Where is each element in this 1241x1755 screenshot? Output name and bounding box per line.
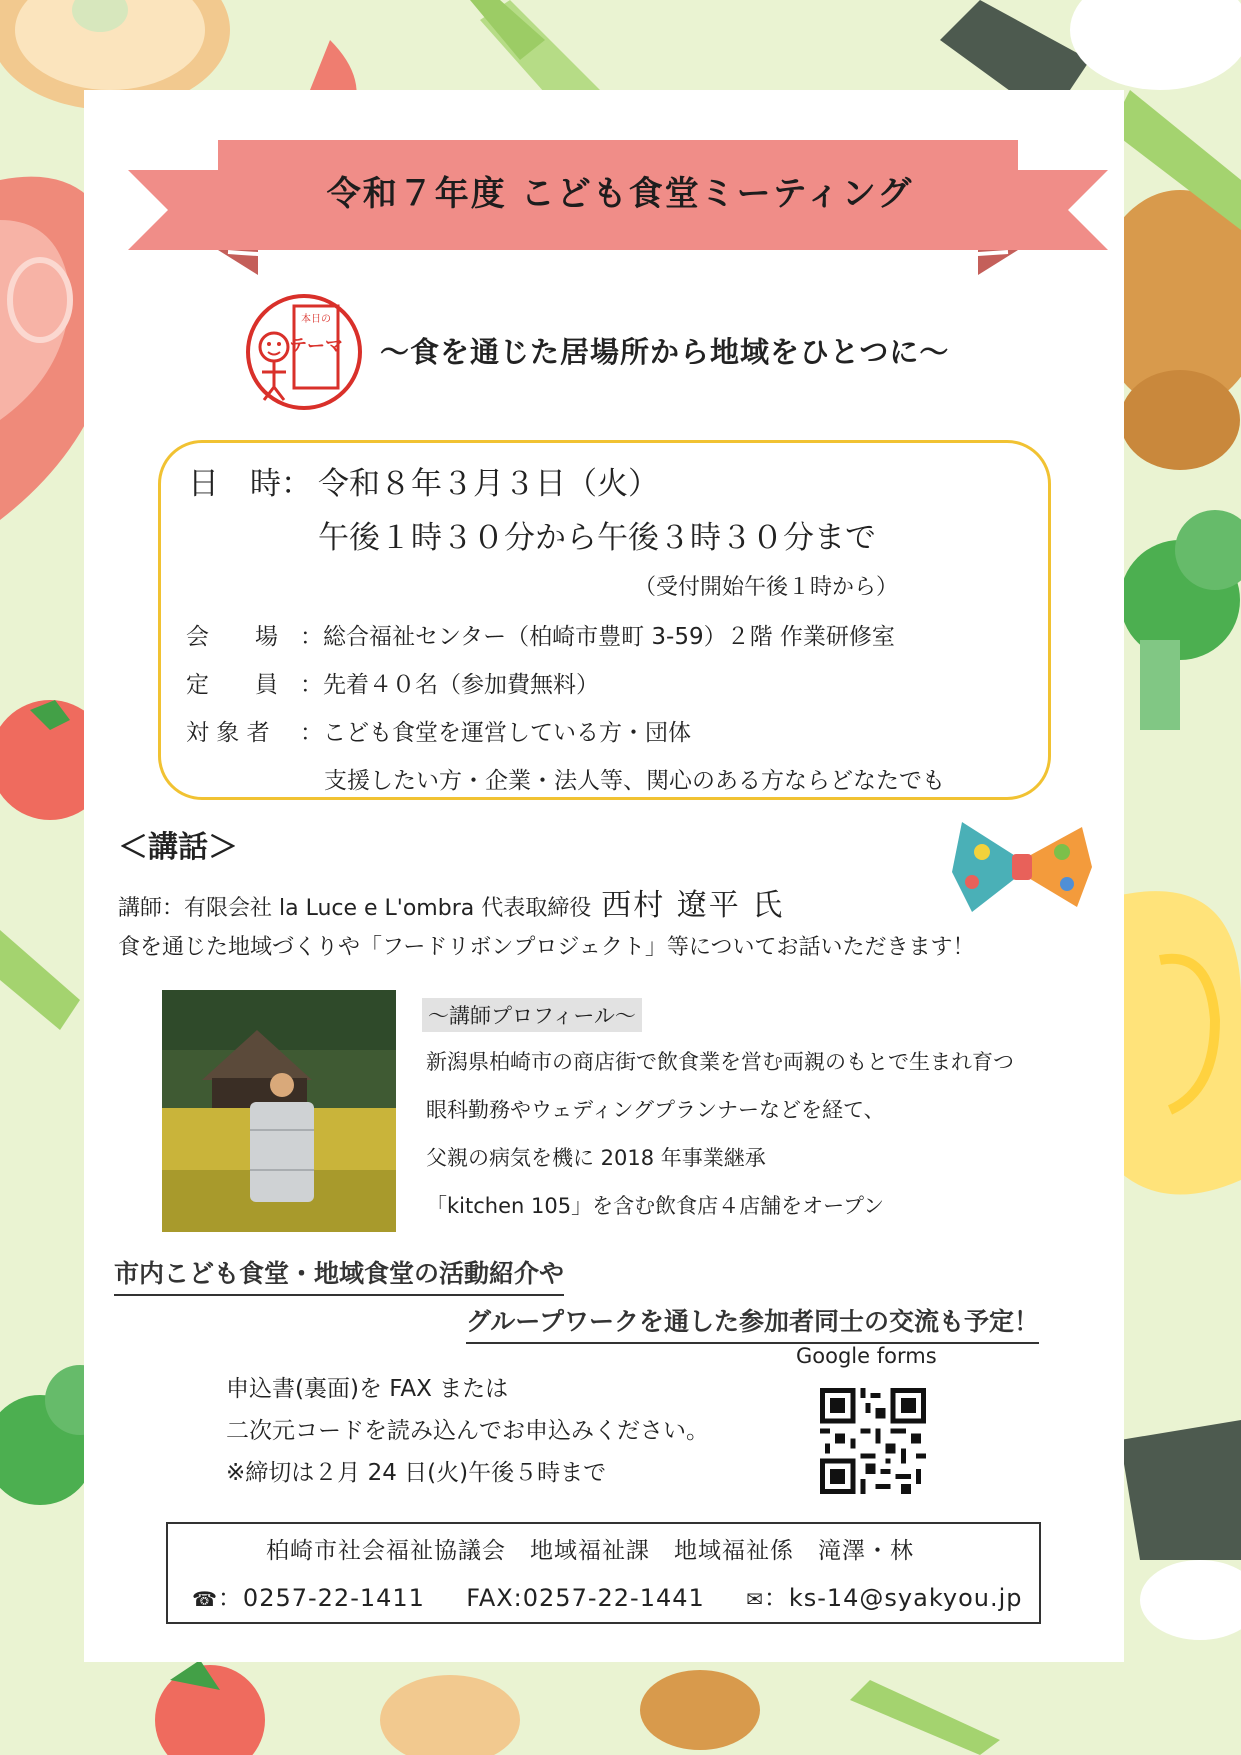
target-value-1: ：こども食堂を運営している方・団体 xyxy=(300,720,691,746)
target-label: 対 象 者 xyxy=(186,720,270,746)
profile-line-1: 新潟県柏崎市の商店街で飲食業を営む両親のもとで生まれ育つ xyxy=(426,1050,1014,1074)
qr-label: Google forms xyxy=(796,1344,937,1368)
event-date: 令和８年３月３日（火） xyxy=(318,466,659,502)
theme-text: ～食を通じた居場所から地域をひとつに～ xyxy=(380,335,950,369)
capacity-label: 定 員 xyxy=(186,672,278,698)
lecture-intro: 食を通じた地域づくりや「フードリボンプロジェクト」等についてお話いただきます！ xyxy=(118,935,975,960)
lecturer-name: 西村 遼平 氏 xyxy=(601,888,785,923)
contact-fax[interactable]: FAX:0257-22-1441 xyxy=(466,1584,705,1612)
datetime-label: 日 時： xyxy=(188,466,312,502)
contact-organization: 柏崎市社会福祉協議会 地域福祉課 地域福祉係 滝澤・林 xyxy=(266,1538,914,1564)
profile-line-4: 「kitchen 105」を含む飲食店４店舗をオープン xyxy=(426,1194,885,1218)
theme-stamp-small: 本日の xyxy=(301,314,331,325)
apply-deadline: ※締切は２月 24 日(火)午後５時まで xyxy=(226,1460,607,1486)
apply-line-1: 申込書(裏面)を FAX または xyxy=(226,1376,509,1402)
apply-line-2: 二次元コードを読み込んでお申込みください。 xyxy=(226,1418,709,1444)
contact-details xyxy=(192,1578,1023,1613)
event-time: 午後１時３０分から午後３時３０分まで xyxy=(318,520,876,556)
profile-line-3: 父親の病気を機に 2018 年事業継承 xyxy=(426,1146,766,1170)
lecturer-prefix: 講師：有限会社 la Luce e L'ombra 代表取締役 xyxy=(118,896,592,921)
highlight-line-1: 市内こども食堂・地域食堂の活動紹介や xyxy=(114,1254,564,1296)
highlight-line-2: グループワークを通した参加者同士の交流も予定！ xyxy=(466,1302,1039,1344)
mail-icon: ✉ xyxy=(746,1587,764,1611)
profile-title: ～講師プロフィール～ xyxy=(422,998,642,1032)
qr-code-icon[interactable] xyxy=(820,1388,926,1494)
lecturer-photo xyxy=(162,990,396,1232)
lecture-section-title: ＜講話＞ xyxy=(118,830,238,865)
contact-tel[interactable]: ：0257-22-1411 xyxy=(217,1584,425,1612)
reception-time: （受付開始午後１時から） xyxy=(634,575,899,600)
venue-value: ：総合福祉センター（柏崎市豊町 3-59）２階 作業研修室 xyxy=(300,624,895,650)
phone-icon: ☎ xyxy=(192,1587,218,1611)
theme-stamp-big: テーマ xyxy=(289,336,343,357)
page-title: 令和７年度 こども食堂ミーティング xyxy=(326,174,914,214)
lecturer-line xyxy=(118,880,784,924)
venue-label: 会 場 xyxy=(186,624,278,650)
contact-email[interactable]: ：ks-14@syakyou.jp xyxy=(763,1584,1023,1612)
profile-line-2: 眼科勤務やウェディングプランナーなどを経て、 xyxy=(426,1098,885,1122)
capacity-value: ：先着４０名（参加費無料） xyxy=(300,672,599,698)
theme-stamp-icon xyxy=(244,292,364,412)
food-ribbon-bowtie-icon xyxy=(952,812,1092,922)
target-value-2: 支援したい方・企業・法人等、関心のある方ならどなたでも xyxy=(324,768,945,794)
